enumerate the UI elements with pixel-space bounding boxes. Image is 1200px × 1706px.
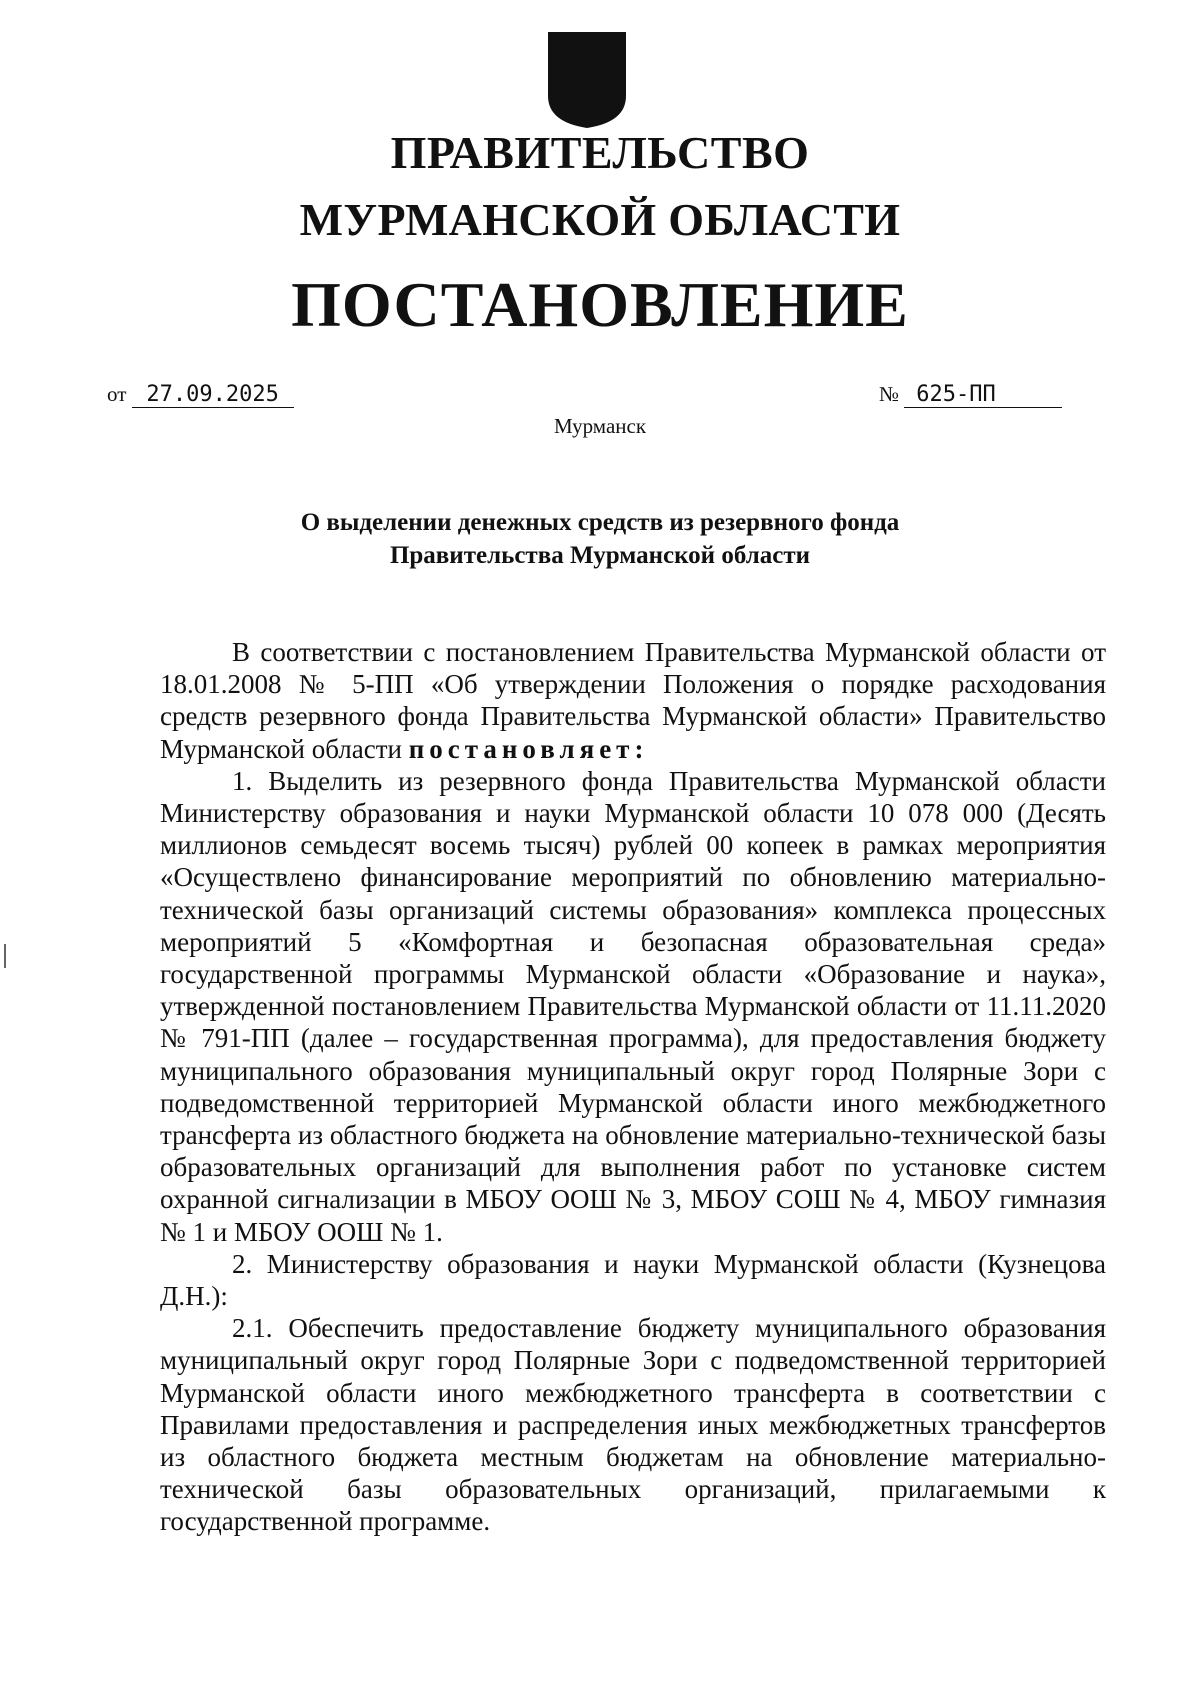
organization-name-line2: МУРМАНСКОЙ ОБЛАСТИ [299,194,901,245]
subject-line2: Правительства Мурманской области [389,542,811,569]
number-prefix: № [879,382,900,406]
subject-line1: О выделении денежных средств из резервного фонда [300,509,900,536]
document-body [160,636,1106,1538]
document-type: ПОСТАНОВЛЕНИЕ [291,269,909,340]
scan-edge-mark [4,944,6,968]
document-subject [0,506,1200,572]
date-field [107,382,294,408]
city: Мурманск [553,414,647,438]
intro-text: В соответствии с постановлением Правительства Мурманской области от 18.01.2008 № 5-ПП «Об утверждении Положения о порядке расходования средств резервного фонда Правительства Мурманской области» Правительство Мурманской области [160,637,1106,764]
decree-word: постановляет: [408,733,649,764]
organization-name-line1: ПРАВИТЕЛЬСТВО [390,127,810,178]
date-prefix: от [107,382,127,406]
number-field [879,382,1062,408]
document-date: 27.09.2025 [132,384,294,408]
document-number: 625-ПП [904,384,1062,408]
item-1: 1. Выделить из резервного фонда Правительства Мурманской области Министерству образования и науки Мурманской области 10 078 000 (Десять миллионов семьдесят восемь тысяч) рублей 00 копеек в рамках мероприятия «Осуществлено финансирование мероприятий по обновлению материально-технической базы организаций системы образования» комплекса процессных мероприятий 5 «Комфортная и безопасная образовательная среда» государственной программы Мурманской области «Образование и наука», утвержденной постановлением Правительства Мурманской области от 11.11.2020 № 791-ПП (далее – государственная программа), для предоставления бюджету муниципального образования муниципальный округ город Полярные Зори с подведомственной территорией Мурманской области иного межбюджетного трансферта из областного бюджета на обновление материально-технической базы образовательных организаций для выполнения работ по установке систем охранной сигнализации в МБОУ ООШ № 3, МБОУ СОШ № 4, МБОУ гимназия № 1 и МБОУ ООШ № 1. [160,765,1106,1247]
coat-of-arms-icon [546,30,628,130]
intro-paragraph [160,636,1106,765]
item-2: 2. Министерству образования и науки Мурманской области (Кузнецова Д.Н.): [160,1248,1106,1312]
item-2-1: 2.1. Обеспечить предоставление бюджету муниципального образования муниципальный округ город Полярные Зори с подведомственной территорией Мурманской области иного межбюджетного трансферта в соответствии с Правилами предоставления и распределения иных межбюджетных трансфертов из областного бюджета местным бюджетам на обновление материально-технической базы образовательных организаций, прилагаемыми к государственной программе. [160,1313,1106,1537]
